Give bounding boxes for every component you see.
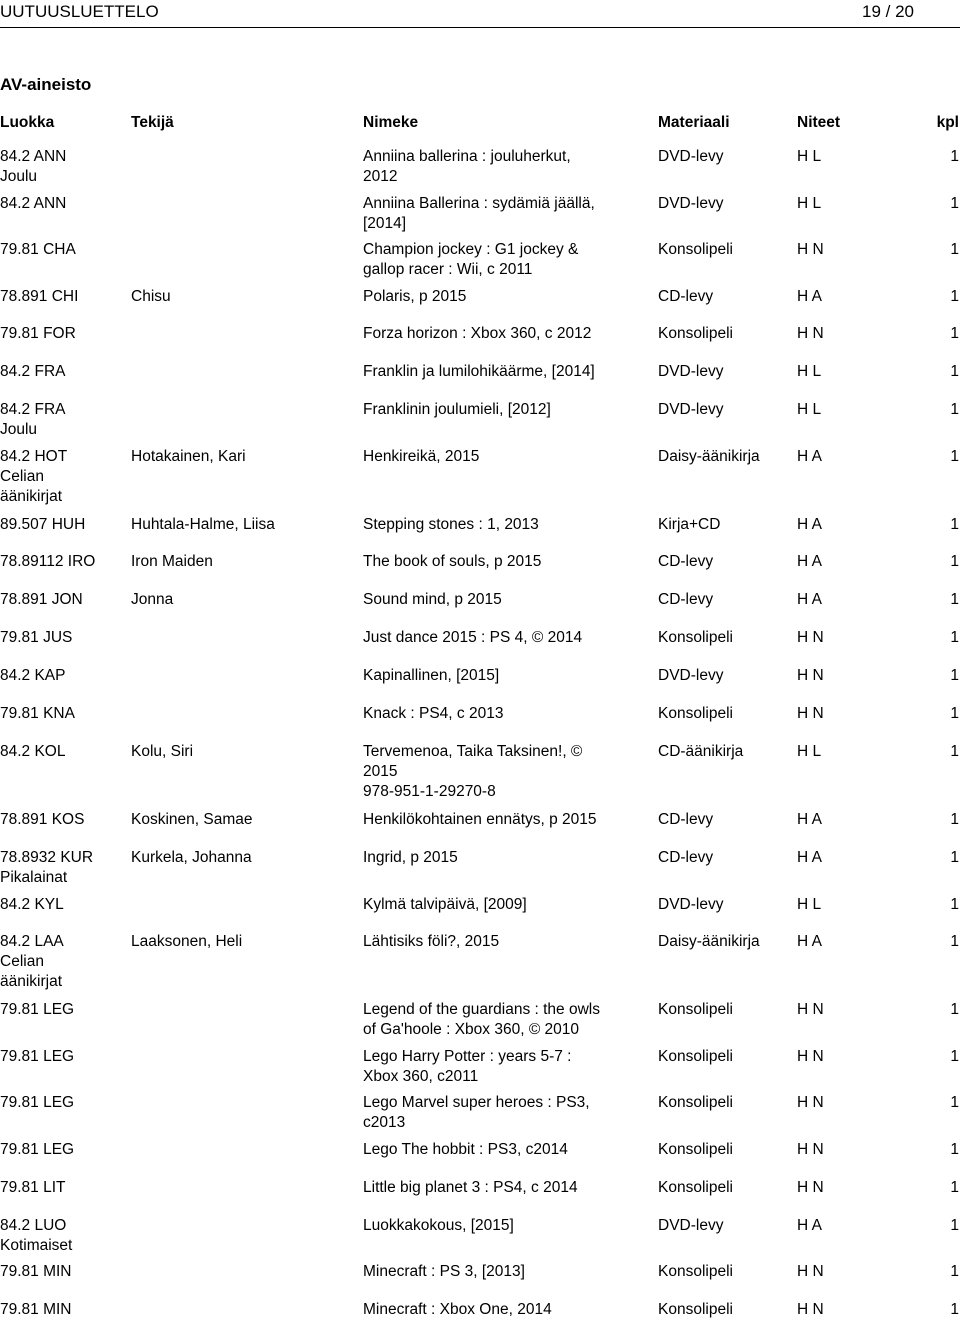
nimeke-line: Knack : PS4, c 2013: [363, 705, 504, 722]
luokka-line: 79.81 LEG: [0, 1001, 75, 1018]
cell-nimeke: [363, 742, 653, 802]
nimeke-line: Lähtisiks föli?, 2015: [363, 933, 500, 950]
cell-kpl: 1: [950, 448, 959, 465]
luokka-line: 79.81 KNA: [0, 705, 75, 722]
nimeke-line: Ingrid, p 2015: [363, 849, 458, 866]
nimeke-line: Minecraft : Xbox One, 2014: [363, 1301, 552, 1318]
cell-luokka: [0, 362, 125, 382]
cell-nimeke: [363, 810, 653, 830]
nimeke-line: Franklin ja lumilohikäärme, [2014]: [363, 363, 595, 380]
column-header-luokka: Luokka: [0, 114, 55, 131]
cell-materiaali: Konsolipeli: [658, 1048, 733, 1065]
nimeke-line: Anniina ballerina : jouluherkut,: [363, 148, 571, 165]
nimeke-line: Polaris, p 2015: [363, 288, 467, 305]
cell-nimeke: [363, 552, 653, 572]
cell-kpl: 1: [950, 1048, 959, 1065]
cell-niteet: H L: [797, 363, 822, 380]
cell-luokka: [0, 1178, 125, 1198]
nimeke-line: Minecraft : PS 3, [2013]: [363, 1263, 525, 1280]
cell-niteet: H A: [797, 553, 822, 570]
cell-luokka: [0, 147, 125, 187]
cell-tekija: Iron Maiden: [131, 553, 213, 570]
cell-luokka: [0, 1262, 125, 1282]
cell-nimeke: [363, 1262, 653, 1282]
nimeke-line: Henkilökohtainen ennätys, p 2015: [363, 811, 597, 828]
luokka-line: 79.81 JUS: [0, 629, 73, 646]
cell-materiaali: CD-levy: [658, 288, 714, 305]
cell-niteet: H N: [797, 1094, 824, 1111]
total-pages: 20: [895, 2, 914, 21]
luokka-line: Celian: [0, 468, 44, 485]
cell-tekija: Huhtala-Halme, Liisa: [131, 516, 275, 533]
cell-nimeke: [363, 147, 653, 187]
cell-niteet: H N: [797, 325, 824, 342]
cell-kpl: 1: [950, 1001, 959, 1018]
cell-niteet: H L: [797, 401, 822, 418]
cell-kpl: 1: [950, 933, 959, 950]
cell-materiaali: Konsolipeli: [658, 1001, 733, 1018]
cell-niteet: H A: [797, 1217, 822, 1234]
cell-nimeke: [363, 515, 653, 535]
luokka-line: Celian: [0, 953, 44, 970]
nimeke-line: Just dance 2015 : PS 4, © 2014: [363, 629, 583, 646]
cell-kpl: 1: [950, 667, 959, 684]
cell-kpl: 1: [950, 1217, 959, 1234]
cell-materiaali: CD-levy: [658, 553, 714, 570]
cell-kpl: 1: [950, 1263, 959, 1280]
cell-materiaali: CD-äänikirja: [658, 743, 744, 760]
cell-kpl: 1: [950, 1094, 959, 1111]
cell-tekija: Kolu, Siri: [131, 743, 194, 760]
luokka-line: 79.81 LEG: [0, 1048, 75, 1065]
cell-luokka: [0, 1216, 125, 1256]
luokka-line: 84.2 LUO: [0, 1217, 67, 1234]
cell-luokka: [0, 240, 125, 260]
luokka-line: 78.891 CHI: [0, 288, 79, 305]
cell-luokka: [0, 1140, 125, 1160]
cell-materiaali: Daisy-äänikirja: [658, 933, 760, 950]
cell-kpl: 1: [950, 325, 959, 342]
cell-materiaali: Konsolipeli: [658, 241, 733, 258]
cell-kpl: 1: [950, 516, 959, 533]
cell-materiaali: Konsolipeli: [658, 1263, 733, 1280]
cell-nimeke: [363, 704, 653, 724]
cell-kpl: 1: [950, 288, 959, 305]
luokka-line: Pikalainat: [0, 869, 68, 886]
cell-nimeke: [363, 194, 653, 234]
luokka-line: 78.891 JON: [0, 591, 83, 608]
nimeke-line: Kylmä talvipäivä, [2009]: [363, 896, 527, 913]
cell-niteet: H A: [797, 288, 822, 305]
cell-niteet: H L: [797, 743, 822, 760]
nimeke-line: Champion jockey : G1 jockey &: [363, 241, 579, 258]
cell-luokka: [0, 1047, 125, 1067]
cell-materiaali: Konsolipeli: [658, 705, 733, 722]
cell-luokka: [0, 666, 125, 686]
cell-tekija: Kurkela, Johanna: [131, 849, 252, 866]
column-header-row: [0, 113, 960, 133]
luokka-line: 84.2 KAP: [0, 667, 66, 684]
section-title: AV-aineisto: [0, 75, 92, 94]
luokka-line: 84.2 KYL: [0, 896, 64, 913]
cell-luokka: [0, 704, 125, 724]
cell-kpl: 1: [950, 363, 959, 380]
cell-luokka: [0, 400, 125, 440]
cell-niteet: H N: [797, 667, 824, 684]
cell-niteet: H N: [797, 1263, 824, 1280]
cell-materiaali: DVD-levy: [658, 148, 724, 165]
cell-niteet: H A: [797, 591, 822, 608]
nimeke-line: Anniina Ballerina : sydämiä jäällä,: [363, 195, 595, 212]
nimeke-line: Franklinin joulumieli, [2012]: [363, 401, 551, 418]
luokka-line: 84.2 LAA: [0, 933, 64, 950]
nimeke-line: Tervemenoa, Taika Taksinen!, ©: [363, 743, 583, 760]
luokka-line: 79.81 LEG: [0, 1094, 75, 1111]
column-header-tekija: Tekijä: [131, 114, 174, 131]
nimeke-line: Stepping stones : 1, 2013: [363, 516, 539, 533]
nimeke-line: Henkireikä, 2015: [363, 448, 480, 465]
cell-kpl: 1: [950, 849, 959, 866]
cell-luokka: [0, 590, 125, 610]
cell-luokka: [0, 932, 125, 992]
luokka-line: 79.81 MIN: [0, 1263, 72, 1280]
luokka-line: 84.2 ANN: [0, 195, 67, 212]
cell-kpl: 1: [950, 743, 959, 760]
cell-niteet: H L: [797, 148, 822, 165]
cell-luokka: [0, 895, 125, 915]
luokka-line: 84.2 HOT: [0, 448, 68, 465]
cell-nimeke: [363, 240, 653, 280]
cell-luokka: [0, 447, 125, 507]
nimeke-line: Sound mind, p 2015: [363, 591, 502, 608]
cell-materiaali: DVD-levy: [658, 401, 724, 418]
cell-niteet: H A: [797, 516, 822, 533]
cell-materiaali: DVD-levy: [658, 363, 724, 380]
cell-niteet: H N: [797, 1301, 824, 1318]
current-page: 19: [861, 2, 881, 21]
cell-niteet: H A: [797, 933, 822, 950]
cell-tekija: Laaksonen, Heli: [131, 933, 243, 950]
cell-tekija: Hotakainen, Kari: [131, 448, 246, 465]
cell-nimeke: [363, 400, 653, 420]
cell-nimeke: [363, 1178, 653, 1198]
cell-nimeke: [363, 324, 653, 344]
cell-materiaali: Konsolipeli: [658, 1094, 733, 1111]
cell-luokka: [0, 810, 125, 830]
cell-niteet: H A: [797, 849, 822, 866]
cell-nimeke: [363, 628, 653, 648]
cell-luokka: [0, 1000, 125, 1020]
cell-kpl: 1: [950, 1141, 959, 1158]
luokka-line: 84.2 KOL: [0, 743, 66, 760]
nimeke-line: Lego Marvel super heroes : PS3,: [363, 1094, 590, 1111]
luokka-line: Kotimaiset: [0, 1237, 73, 1254]
luokka-line: äänikirjat: [0, 488, 63, 505]
cell-materiaali: Daisy-äänikirja: [658, 448, 760, 465]
cell-nimeke: [363, 1093, 653, 1133]
cell-niteet: H A: [797, 811, 822, 828]
nimeke-line: [2014]: [363, 215, 407, 232]
cell-materiaali: Konsolipeli: [658, 1179, 733, 1196]
cell-niteet: H N: [797, 1048, 824, 1065]
cell-materiaali: CD-levy: [658, 849, 714, 866]
cell-niteet: H N: [797, 705, 824, 722]
cell-nimeke: [363, 447, 653, 467]
cell-luokka: [0, 628, 125, 648]
cell-niteet: H L: [797, 195, 822, 212]
cell-niteet: H N: [797, 1179, 824, 1196]
cell-materiaali: Konsolipeli: [658, 1301, 733, 1318]
cell-niteet: H N: [797, 241, 824, 258]
cell-nimeke: [363, 1000, 653, 1040]
column-header-materiaali: Materiaali: [658, 114, 730, 131]
nimeke-line: Little big planet 3 : PS4, c 2014: [363, 1179, 578, 1196]
column-header-niteet: Niteet: [797, 114, 841, 131]
cell-luokka: [0, 1093, 125, 1113]
luokka-line: 89.507 HUH: [0, 516, 86, 533]
nimeke-line: The book of souls, p 2015: [363, 553, 542, 570]
cell-nimeke: [363, 666, 653, 686]
cell-luokka: [0, 194, 125, 214]
cell-luokka: [0, 848, 125, 888]
luokka-line: 84.2 FRA: [0, 401, 66, 418]
luokka-line: Joulu: [0, 421, 38, 438]
cell-luokka: [0, 324, 125, 344]
nimeke-line: Kapinallinen, [2015]: [363, 667, 500, 684]
cell-nimeke: [363, 1216, 653, 1236]
nimeke-line: of Ga'hoole : Xbox 360, © 2010: [363, 1021, 580, 1038]
cell-materiaali: Konsolipeli: [658, 325, 733, 342]
cell-materiaali: DVD-levy: [658, 1217, 724, 1234]
luokka-line: Joulu: [0, 168, 38, 185]
cell-nimeke: [363, 287, 653, 307]
luokka-line: 79.81 FOR: [0, 325, 76, 342]
luokka-line: 78.891 KOS: [0, 811, 85, 828]
column-header-kpl: kpl: [936, 114, 959, 131]
nimeke-line: Xbox 360, c2011: [363, 1068, 479, 1085]
cell-nimeke: [363, 848, 653, 868]
cell-nimeke: [363, 1140, 653, 1160]
cell-kpl: 1: [950, 1301, 959, 1318]
cell-kpl: 1: [950, 401, 959, 418]
cell-kpl: 1: [950, 241, 959, 258]
cell-materiaali: CD-levy: [658, 591, 714, 608]
cell-nimeke: [363, 362, 653, 382]
cell-kpl: 1: [950, 811, 959, 828]
luokka-line: 78.89112 IRO: [0, 553, 96, 570]
page-header: [0, 0, 960, 26]
cell-tekija: Jonna: [131, 591, 174, 608]
cell-kpl: 1: [950, 705, 959, 722]
luokka-line: 84.2 FRA: [0, 363, 66, 380]
cell-materiaali: Konsolipeli: [658, 1141, 733, 1158]
cell-kpl: 1: [950, 591, 959, 608]
cell-luokka: [0, 552, 125, 572]
luokka-line: 79.81 CHA: [0, 241, 76, 258]
cell-luokka: [0, 742, 125, 762]
cell-materiaali: Konsolipeli: [658, 629, 733, 646]
cell-nimeke: [363, 932, 653, 952]
cell-nimeke: [363, 1047, 653, 1087]
document-title: UUTUUSLUETTELO: [0, 2, 159, 21]
cell-luokka: [0, 287, 125, 307]
cell-niteet: H A: [797, 448, 822, 465]
nimeke-line: Luokkakokous, [2015]: [363, 1217, 514, 1234]
column-header-nimeke: Nimeke: [363, 114, 419, 131]
page-separator: /: [880, 2, 896, 21]
header-rule: [0, 27, 960, 28]
cell-tekija: Koskinen, Samae: [131, 811, 253, 828]
cell-niteet: H L: [797, 896, 822, 913]
nimeke-line: 2012: [363, 168, 398, 185]
cell-nimeke: [363, 590, 653, 610]
cell-kpl: 1: [950, 553, 959, 570]
cell-materiaali: Kirja+CD: [658, 516, 721, 533]
luokka-line: 79.81 MIN: [0, 1301, 72, 1318]
luokka-line: äänikirjat: [0, 973, 63, 990]
page-number: [862, 2, 914, 22]
cell-materiaali: CD-levy: [658, 811, 714, 828]
cell-nimeke: [363, 1300, 653, 1320]
cell-materiaali: DVD-levy: [658, 667, 724, 684]
cell-kpl: 1: [950, 629, 959, 646]
nimeke-line: 978-951-1-29270-8: [363, 783, 496, 800]
nimeke-line: Legend of the guardians : the owls: [363, 1001, 600, 1018]
cell-tekija: Chisu: [131, 288, 171, 305]
cell-niteet: H N: [797, 1141, 824, 1158]
cell-luokka: [0, 515, 125, 535]
nimeke-line: c2013: [363, 1114, 406, 1131]
nimeke-line: 2015: [363, 763, 398, 780]
nimeke-line: Lego Harry Potter : years 5-7 :: [363, 1048, 572, 1065]
nimeke-line: Lego The hobbit : PS3, c2014: [363, 1141, 568, 1158]
nimeke-line: Forza horizon : Xbox 360, c 2012: [363, 325, 592, 342]
cell-luokka: [0, 1300, 125, 1320]
cell-materiaali: DVD-levy: [658, 896, 724, 913]
luokka-line: 79.81 LEG: [0, 1141, 75, 1158]
cell-kpl: 1: [950, 1179, 959, 1196]
cell-kpl: 1: [950, 896, 959, 913]
cell-materiaali: DVD-levy: [658, 195, 724, 212]
cell-niteet: H N: [797, 629, 824, 646]
cell-niteet: H N: [797, 1001, 824, 1018]
luokka-line: 78.8932 KUR: [0, 849, 94, 866]
nimeke-line: gallop racer : Wii, c 2011: [363, 261, 533, 278]
luokka-line: 79.81 LIT: [0, 1179, 66, 1196]
cell-kpl: 1: [950, 195, 959, 212]
cell-nimeke: [363, 895, 653, 915]
cell-kpl: 1: [950, 148, 959, 165]
luokka-line: 84.2 ANN: [0, 148, 67, 165]
